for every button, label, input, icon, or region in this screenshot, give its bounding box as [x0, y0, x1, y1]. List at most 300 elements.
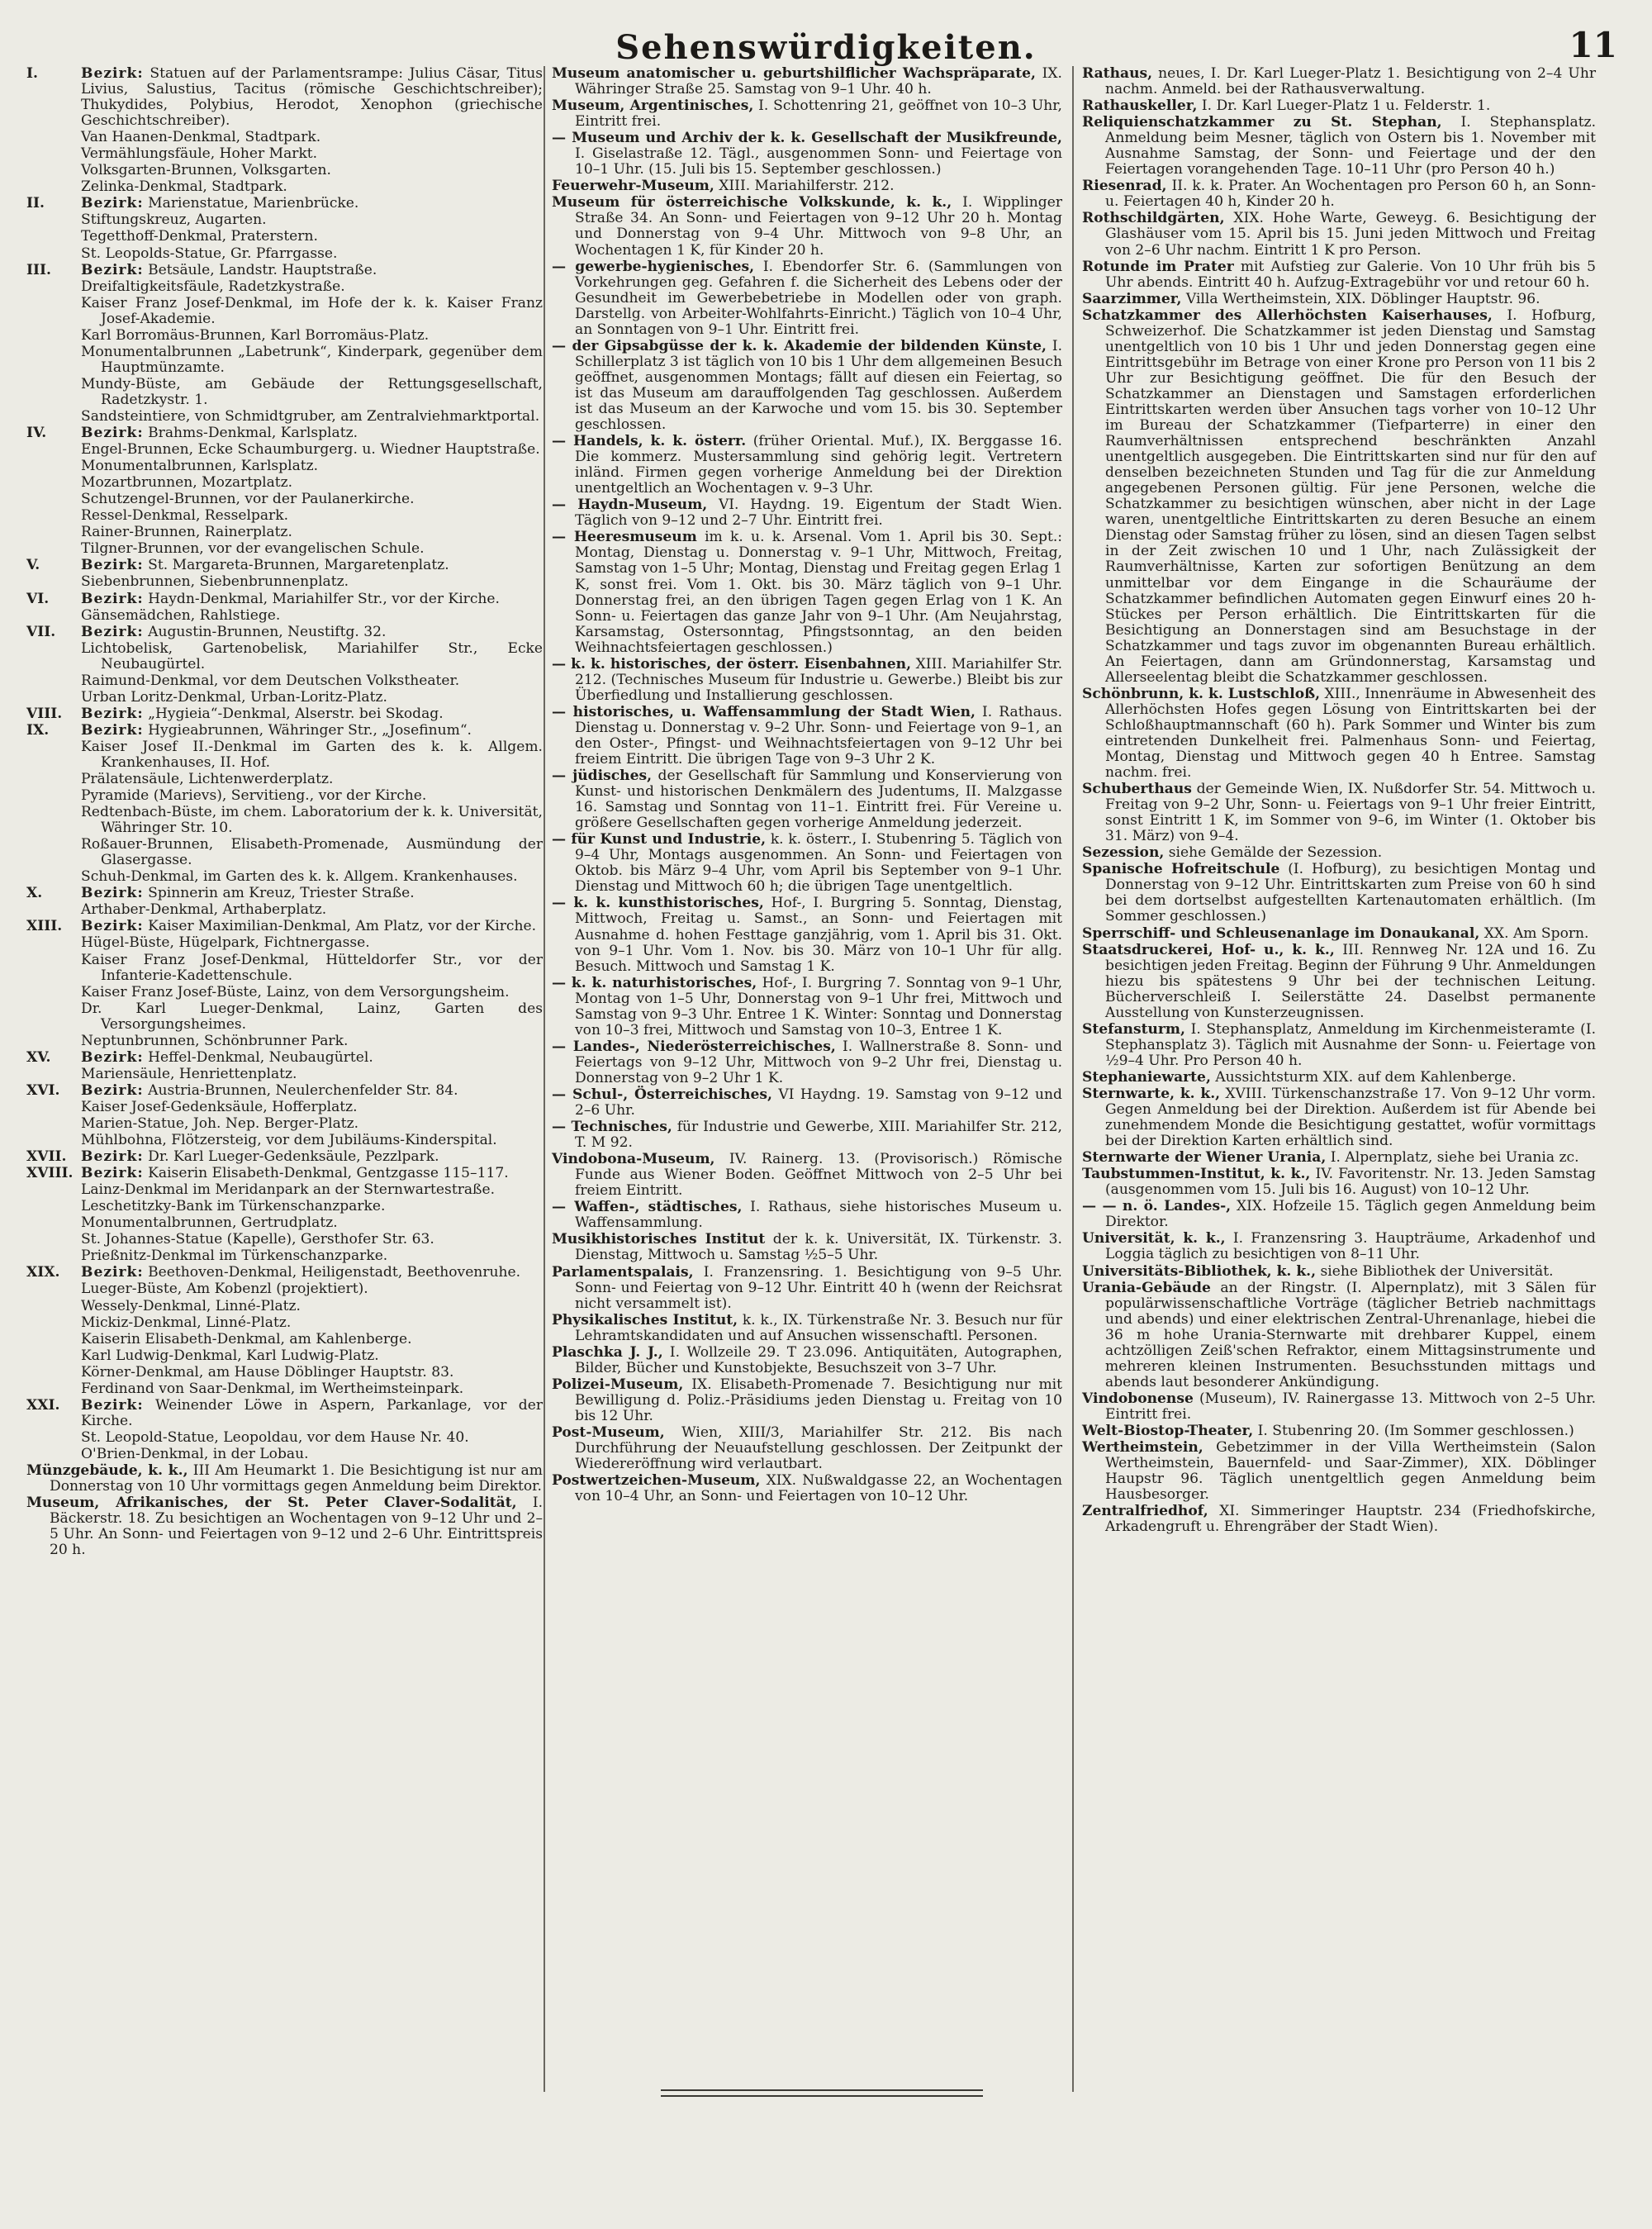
sub-entry: Prießnitz-Denkmal im Türkenschanzparke. — [81, 1248, 388, 1265]
district-number: VII. — [26, 623, 56, 640]
directory-entry — [1082, 782, 1596, 844]
sub-entry: Urban Loritz-Denkmal, Urban-Loritz-Platz. — [81, 688, 387, 706]
sub-entry: Mundy-Büste, am Gebäude der Rettungsgesellschaft, Radetzkystr. 1. — [81, 375, 543, 408]
entry-text: Aussichtsturm XIX. auf dem Kahlenberge. — [1215, 1068, 1517, 1086]
sub-entry: Körner-Denkmal, am Hause Döblinger Hauptstr. 83. — [81, 1363, 454, 1381]
district-label: Bezirk: — [81, 1396, 144, 1414]
directory-entry — [1082, 115, 1596, 178]
sub-entry: Arthaber-Denkmal, Arthaberplatz. — [81, 901, 327, 919]
sub-entry: Vermählungsfäule, Hoher Markt. — [81, 145, 318, 163]
directory-entry — [1082, 1264, 1596, 1280]
sub-entry: Kaiserin Elisabeth-Denkmal, am Kahlenberge. — [81, 1330, 412, 1347]
district-number: XIX. — [26, 1264, 60, 1281]
entry-heading: Reliquienschatzkammer zu St. Stephan, — [1082, 114, 1442, 131]
sub-entry: Siebenbrunnen, Siebenbrunnenplatz. — [81, 573, 349, 591]
district-label: Bezirk: — [81, 195, 144, 212]
entry-heading: Sternwarte der Wiener Urania, — [1082, 1149, 1327, 1167]
entry-text: I. Hofburg, Schweizerhof. Die Schatzkammer ist jeden Dienstag und Samstag unentgeltlich von 10 bis 1 Uhr und jeden Donnerstag gegen eine Eintrittsgebühr im Betrage von einer Krone pro Person von 11 bis 2 Uhr zur Besichtigung geöffnet. Die für den Besuch der Schatzkammer an Dienstagen und Samstagen erforderlichen Eintrittskarten werden über Ansuchen tags vorher von 10–12 Uhr im Bureau der Schatzkammer (Tiefparterre) in einer den Raumverhältnissen entsprechend beschränkten Anzahl unentgeltlich ausgegeben. Die Eintrittskarten sind nur für den auf denselben bezeichneten Stunden und Tag für die zur Anmeldung angegebenen Personen gültig. Für jene Personen, welche die Schatzkammer zu besichtigen wünschen, aber nicht in der Lage waren, unentgeltliche Eintrittskarten zu deren Besuche an einem Dienstag oder Samstag früher zu lösen, sind an diesen Tagen selbst in der Zeit zwischen 10 und 1 Uhr, nach Zulässigkeit der Raumverhältnisse, Karten zur sofortigen Benützung an dem unmittelbar vor dem Eingange in die Schauräume der Schatzkammer befindlichen Automaten gegen Einwurf eines 20 h-Stückes per Person erhältlich. Die Eintrittskarten für die Besichtigung an Donnerstagen sind am Besuchstage in der Schatzkammer und tags zuvor im obgenannten Bureau erhältlich. An Feiertagen, dann am Gründonnerstag, Karsamstag und Allerseelentag bleibt die Schatzkammer geschlossen. — [1105, 307, 1596, 686]
directory-entry — [552, 768, 1062, 831]
entry-text: II. k. k. Prater. An Wochentagen pro Person 60 h, an Sonn- u. Feiertagen 40 h, Kinder 20 h. — [1105, 178, 1597, 211]
entry-text: I. Dr. Karl Lueger-Platz 1 u. Felderstr. 1. — [1201, 97, 1491, 115]
entry-text: IV. Rainerg. 13. (Provisorisch.) Römische Funde aus Wiener Boden. Geöffnet Mittwoch von 2–5 Uhr bei freiem Eintritt. — [575, 1151, 1062, 1200]
entry-text: Augustin-Brunnen, Neustiftg. 32. — [148, 623, 387, 640]
sub-entry: Dreifaltigkeitsfäule, Radetzkystraße. — [81, 278, 345, 295]
directory-entry — [1082, 1391, 1596, 1423]
district-number: XXI. — [26, 1396, 60, 1414]
directory-entry — [1082, 687, 1596, 781]
entry-text: XIX. Hofzeile 15. Täglich gegen Anmeldung beim Direktor. — [1105, 1198, 1596, 1231]
sub-entry: Leschetitzky-Bank im Türkenschanzparke. — [81, 1198, 386, 1215]
directory-entry — [1082, 1070, 1596, 1086]
sub-entry: Neptunbrunnen, Schönbrunner Park. — [81, 1032, 349, 1049]
sub-entry: Stiftungskreuz, Augarten. — [81, 211, 267, 229]
district-label: Bezirk: — [81, 65, 144, 82]
sub-entry: Kaiser Franz Josef-Denkmal, Hütteldorfer Str., vor der Infanterie-Kadettenschule. — [81, 951, 543, 984]
directory-entry — [552, 131, 1062, 178]
sub-entry: Schuh-Denkmal, im Garten des k. k. Allgem. Krankenhauses. — [81, 868, 518, 886]
sub-entry: Van Haanen-Denkmal, Stadtpark. — [81, 129, 321, 146]
entry-text: Spinnerin am Kreuz, Triester Straße. — [148, 885, 415, 902]
entry-heading: Rotunde im Prater — [1082, 258, 1234, 275]
directory-entry — [1082, 308, 1596, 686]
entry-heading: Münzgebäude, k. k., — [26, 1461, 188, 1479]
entry-text: XIX. Hohe Warte, Geweyg. 6. Besichtigung der Glashäuser vom 15. April bis 15. Juni jeden Mittwoch und Freitag von 2–6 Uhr nachm. Eintritt 1 K pro Person. — [1105, 210, 1596, 259]
district-number: IX. — [26, 721, 50, 739]
entry-heading: Vindobonense — [1082, 1390, 1194, 1407]
entry-heading: — Haydn-Museum, — [552, 497, 708, 514]
entry-heading: Riesenrad, — [1082, 178, 1167, 195]
directory-entry — [1082, 1281, 1596, 1390]
directory-entry — [552, 1425, 1062, 1472]
entry-text: Beethoven-Denkmal, Heiligenstadt, Beethovenruhe. — [148, 1264, 521, 1281]
directory-entry — [1082, 1150, 1596, 1166]
sub-entry: St. Leopolds-Statue, Gr. Pfarrgasse. — [81, 245, 338, 262]
directory-entry — [1082, 66, 1596, 97]
district-entry — [26, 558, 543, 573]
entry-text: Hof-, I. Burgring 5. Sonntag, Dienstag, Mittwoch, Freitag u. Samst., an Sonn- und Feiertagen mit Ausnahme d. hohen Festtage ganzjährig, vom 1. April bis 31. Okt. von 9–1 Uhr. Vom 1. Nov. bis 30. März von 10–1 Uhr für allg. Besuch. Mittwoch und Samstag 1 K. — [575, 895, 1062, 975]
entry-text: I. Rathaus. Dienstag u. Donnerstag v. 9–2 Uhr. Sonn- und Feiertage von 9–1, an den Oster-, Pfingst- und Weihnachtsfeiertagen von 9–12 Uhr bei freiem Eintritt. Die übrigen Tage von 9–3 Uhr 2 K. — [575, 703, 1063, 768]
sub-entry: Volksgarten-Brunnen, Volksgarten. — [81, 162, 331, 179]
district-number: I. — [26, 65, 38, 82]
entry-heading: Universität, k. k., — [1082, 1230, 1226, 1248]
district-label: Bezirk: — [81, 1048, 144, 1066]
district-entry — [26, 1166, 543, 1181]
entry-text: I. Stephansplatz, Anmeldung im Kirchenmeisteramte (I. Stephansplatz 3). Täglich mit Ausnahme der Sonn- u. Feiertage von ½9–4 Uhr. Pro Person 40 h. — [1105, 1020, 1597, 1069]
closing-rule — [661, 2089, 983, 2091]
entry-heading: Museum, Argentinisches, — [552, 97, 754, 115]
district-number: VI. — [26, 590, 50, 607]
district-entry — [26, 919, 543, 934]
entry-text: XIX. Nußwaldgasse 22, an Wochentagen von 10–4 Uhr, an Sonn- und Feiertagen von 10–12 Uhr. — [575, 1472, 1062, 1505]
district-label: Bezirk: — [81, 705, 144, 722]
column-3 — [1082, 66, 1596, 1536]
entry-text: Statuen auf der Parlamentsrampe: Julius Cäsar, Titus Livius, Salustius, Tacitus (römische Geschichtschreiber); Thukydides, Polybius, Herodot, Xenophon (griechische Geschichtschreiber). — [81, 65, 544, 130]
directory-entry — [26, 1495, 543, 1558]
entry-text: (Museum), IV. Rainergasse 13. Mittwoch von 2–5 Uhr. Eintritt frei. — [1105, 1390, 1596, 1423]
entry-heading: — — n. ö. Landes-, — [1082, 1198, 1232, 1215]
entry-text: Haydn-Denkmal, Mariahilfer Str., vor der Kirche. — [148, 590, 500, 607]
directory-entry — [1082, 1199, 1596, 1230]
entry-text: VI Haydng. 19. Samstag von 9–12 und 2–6 Uhr. — [575, 1086, 1062, 1119]
entry-heading: Feuerwehr-Museum, — [552, 178, 714, 195]
district-number: V. — [26, 557, 40, 574]
entry-text: I. Alpernplatz, siehe bei Urania zc. — [1330, 1149, 1579, 1167]
entry-heading: Stephaniewarte, — [1082, 1068, 1211, 1086]
district-label: Bezirk: — [81, 1165, 144, 1182]
district-entry — [26, 1265, 543, 1281]
entry-heading: Rathaus, — [1082, 65, 1153, 82]
sub-entry: Karl Ludwig-Denkmal, Karl Ludwig-Platz. — [81, 1347, 379, 1364]
entry-heading: — Heeresmuseum — [552, 529, 697, 546]
sub-entry: Gänsemädchen, Rahlstiege. — [81, 606, 281, 624]
sub-entry: Rainer-Brunnen, Rainerplatz. — [81, 524, 292, 541]
entry-heading: Postwertzeichen-Museum, — [552, 1472, 761, 1490]
entry-heading: — gewerbe-hygienisches, — [552, 258, 755, 275]
sub-entry: Roßauer-Brunnen, Elisabeth-Promenade, Ausmündung der Glasergasse. — [81, 836, 543, 869]
entry-text: IX. Elisabeth-Promenade 7. Besichtigung nur mit Bewilligung d. Poliz.-Präsidiums jeden Dienstag u. Freitag von 10 bis 12 Uhr. — [575, 1376, 1062, 1424]
directory-entry — [552, 705, 1062, 768]
sub-entry: St. Leopold-Statue, Leopoldau, vor dem Hause Nr. 40. — [81, 1428, 469, 1446]
directory-entry — [552, 434, 1062, 497]
district-entry — [26, 1083, 543, 1099]
district-number: XVI. — [26, 1081, 60, 1099]
district-entry — [26, 66, 543, 129]
entry-text: Wien, XIII/3, Mariahilfer Str. 212. Bis nach Durchführung der Neuaufstellung geschlossen. Der Zeitpunkt der Wiedereröffnung wird verlautbart. — [575, 1423, 1063, 1473]
closing-rule — [661, 2095, 983, 2097]
district-number: IV. — [26, 425, 47, 442]
entry-heading: Schönbrunn, k. k. Lustschloß, — [1082, 685, 1321, 702]
entry-heading: — Waffen-, städtisches, — [552, 1199, 743, 1216]
entry-heading: — k. k. kunsthistorisches, — [552, 895, 764, 912]
sub-entry: Pyramide (Marievs), Servitieng., vor der Kirche. — [81, 787, 427, 805]
entry-heading: Universitäts-Bibliothek, k. k., — [1082, 1262, 1317, 1280]
sub-entry: Kaiser Franz Josef-Denkmal, im Hofe der k. k. Kaiser Franz Josef-Akademie. — [81, 294, 543, 327]
entry-text: I. Rathaus, siehe historisches Museum u. Waffensammlung. — [575, 1199, 1062, 1232]
entry-text: der Gemeinde Wien, IX. Nußdorfer Str. 54. Mittwoch u. Freitag von 9–2 Uhr, Sonn- u. Feiertags von 9–1 Uhr freier Eintritt, sonst Eintritt 1 K, im Sommer von 9–6, im Winter (1. Oktober bis 31. März) von 9–4. — [1105, 781, 1596, 845]
entry-text: I. Franzensring 3. Haupträume, Arkadenhof und Loggia täglich zu besichtigen von 8–11 Uhr. — [1105, 1230, 1596, 1263]
entry-text: XX. Am Sporn. — [1483, 924, 1589, 942]
directory-entry — [1082, 1440, 1596, 1503]
entry-heading: Polizei-Museum, — [552, 1376, 684, 1393]
entry-heading: — Schul-, Österreichisches, — [552, 1086, 772, 1103]
entry-heading: — k. k. naturhistorisches, — [552, 974, 757, 991]
sub-entry: Mühlbohna, Flötzersteig, vor dem Jubiläums-Kinderspital. — [81, 1132, 497, 1149]
entry-heading: Museum anatomischer u. geburtshilflicher Wachspräparate, — [552, 65, 1037, 82]
entry-text: I. Schillerplatz 3 ist täglich von 10 bis 1 Uhr dem allgemeinen Besuch geöffnet, ausgenommen Montags; fällt auf diesen ein Feiertag, so ist das Museum am darauffolgenden Tag geschlossen. Außerdem ist das Museum an der Karwoche und vom 15. bis 30. September geschlossen. — [575, 337, 1062, 434]
entry-heading: Schatzkammer des Allerhöchsten Kaiserhauses, — [1082, 307, 1493, 324]
entry-text: IX. Währinger Straße 25. Samstag von 9–1 Uhr. 40 h. — [575, 65, 1062, 98]
entry-heading: Rothschildgärten, — [1082, 210, 1225, 227]
district-label: Bezirk: — [81, 885, 144, 902]
directory-entry — [552, 1345, 1062, 1376]
sub-entry: Marien-Statue, Joh. Nep. Berger-Platz. — [81, 1115, 359, 1132]
directory-entry — [552, 530, 1062, 655]
district-entry — [26, 625, 543, 640]
sub-entry: Schutzengel-Brunnen, vor der Paulanerkirche. — [81, 491, 415, 508]
sub-entry: Monumentalbrunnen „Labetrunk“, Kinderpark, gegenüber dem Hauptmünzamte. — [81, 343, 543, 376]
entry-heading: — für Kunst und Industrie, — [552, 831, 767, 848]
district-entry — [26, 263, 543, 278]
entry-heading: — der Gipsabgüsse der k. k. Akademie der bildenden Künste, — [552, 337, 1047, 354]
entry-heading: Physikalisches Institut, — [552, 1311, 738, 1328]
sub-entry: Mariensäule, Henriettenplatz. — [81, 1065, 297, 1082]
district-label: Bezirk: — [81, 557, 144, 574]
district-number: XV. — [26, 1048, 51, 1066]
entry-text: I. Wipplinger Straße 34. An Sonn- und Feiertagen von 9–12 Uhr 20 h. Montag und Donnerstag von 9–4 Uhr. Mittwoch von 9–8 Uhr, an Wochentagen 1 K, für Kinder 20 h. — [575, 194, 1063, 259]
entry-heading: Stefansturm, — [1082, 1020, 1185, 1038]
entry-text: I. Schottenring 21, geöffnet von 10–3 Uhr, Eintritt frei. — [575, 97, 1062, 131]
column-1 — [26, 66, 543, 1559]
directory-entry — [552, 657, 1062, 704]
entry-text: Gebetzimmer in der Villa Wertheimstein (Salon Wertheimstein, Bauernfeld- und Saar-Zimmer), XIX. Döblinger Haupstr 96. Täglich unentgeltlich gegen Anmeldung beim Hausbesorger. — [1105, 1439, 1596, 1504]
sub-entry: Wessely-Denkmal, Linné-Platz. — [81, 1297, 301, 1314]
directory-entry — [1082, 1231, 1596, 1262]
sub-entry: Sandsteintiere, von Schmidtgruber, am Zentralviehmarktportal. — [81, 407, 540, 425]
entry-heading: Musikhistorisches Institut — [552, 1231, 766, 1248]
directory-entry — [1082, 1167, 1596, 1198]
column-divider — [1072, 66, 1074, 2092]
directory-entry — [552, 1119, 1062, 1151]
entry-heading: Museum, Afrikanisches, der St. Peter Claver-Sodalität, — [26, 1495, 517, 1512]
district-number: VIII. — [26, 705, 63, 722]
directory-entry — [552, 1377, 1062, 1424]
district-entry — [26, 1398, 543, 1429]
directory-entry — [552, 1087, 1062, 1119]
sub-entry: Lichtobelisk, Gartenobelisk, Mariahilfer Str., Ecke Neubaugürtel. — [81, 639, 543, 673]
entry-text: „Hygieia“-Denkmal, Alserstr. bei Skodag. — [148, 705, 444, 722]
directory-entry — [1082, 98, 1596, 114]
directory-entry — [552, 832, 1062, 895]
sub-entry: Monumentalbrunnen, Gertrudplatz. — [81, 1214, 338, 1232]
entry-text: siehe Bibliothek der Universität. — [1320, 1262, 1554, 1280]
district-label: Bezirk: — [81, 1081, 144, 1099]
entry-text: Kaiser Maximilian-Denkmal, Am Platz, vor der Kirche. — [148, 918, 537, 935]
entry-text: Dr. Karl Lueger-Gedenksäule, Pezzlpark. — [148, 1148, 439, 1166]
directory-entry — [26, 1463, 543, 1495]
sub-entry: Lueger-Büste, Am Kobenzl (projektiert). — [81, 1281, 368, 1298]
directory-entry — [1082, 1423, 1596, 1439]
entry-text: Villa Wertheimstein, XIX. Döblinger Hauptstr. 96. — [1185, 290, 1540, 307]
district-number: XVII. — [26, 1148, 67, 1166]
entry-heading: Sternwarte, k. k., — [1082, 1086, 1221, 1102]
entry-text: Hof-, I. Burgring 7. Sonntag von 9–1 Uhr, Montag von 1–5 Uhr, Donnerstag von 9–1 Uhr frei, Mittwoch und Samstag von 9–3 Uhr. Entree 1 K. Winter: Sonntag und Donnerstag von 10–3 frei, Mittwoch und Samstag von 10–3, Entree 1 K. — [575, 974, 1063, 1038]
sub-entry: Kaiser Franz Josef-Büste, Lainz, von dem Versorgungsheim. — [81, 983, 510, 1000]
sub-entry: Hügel-Büste, Hügelpark, Fichtnergasse. — [81, 934, 370, 952]
district-number: III. — [26, 261, 51, 278]
column-divider — [544, 66, 545, 2092]
directory-entry — [552, 66, 1062, 97]
sub-entry: Ressel-Denkmal, Resselpark. — [81, 507, 289, 525]
sub-entry: O'Brien-Denkmal, in der Lobau. — [81, 1445, 309, 1462]
entry-text: Kaiserin Elisabeth-Denkmal, Gentzgasse 115–117. — [148, 1165, 509, 1182]
sub-entry: Zelinka-Denkmal, Stadtpark. — [81, 178, 287, 196]
directory-entry — [552, 1232, 1062, 1263]
entry-text: I. Ebendorfer Str. 6. (Sammlungen von Vorkehrungen geg. Gefahren f. die Sicherheit des Lebens oder der Gesundheit im Gewerbebetriebe in Modellen oder von graph. Darstellg. von Arbeiter-Wohlfahrts-Einricht.) Täglich von 10–4 Uhr, an Sonntagen von 9–1 Uhr. Eintritt frei. — [575, 258, 1062, 338]
sub-entry: Prälatensäule, Lichtenwerderplatz. — [81, 771, 334, 788]
entry-text: Weinender Löwe in Aspern, Parkanlage, vor der Kirche. — [81, 1396, 543, 1429]
district-number: XIII. — [26, 918, 63, 935]
directory-entry — [1082, 211, 1596, 258]
sub-entry: Tegetthoff-Denkmal, Praterstern. — [81, 228, 318, 245]
entry-heading: Museum für österreichische Volkskunde, k. k., — [552, 194, 952, 211]
entry-text: I. Stubenring 20. (Im Sommer geschlossen.) — [1257, 1422, 1574, 1439]
entry-heading: Zentralfriedhof, — [1082, 1503, 1208, 1520]
district-entry — [26, 1050, 543, 1066]
district-number: II. — [26, 195, 45, 212]
directory-entry — [1082, 292, 1596, 307]
directory-entry — [552, 1313, 1062, 1344]
entry-text: im k. u. k. Arsenal. Vom 1. April bis 30. Sept.: Montag, Dienstag u. Donnerstag v. 9–1 Uhr, Mittwoch, Freitag, Samstag von 1–5 Uhr; Montag, Dienstag und Freitag gegen Erlag 1 K, sonst frei. Vom 1. Okt. bis 30. März täglich von 9–1 Uhr. Donnerstag frei, an den übrigen Tagen gegen Erlag von 1 K. An Sonn- u. Feiertagen das ganze Jahr von 9–1 Uhr. (Am Neujahrstag, Karsamstag, Ostersonntag, Pfingstsonntag, an den beiden Weihnachtsfeiertagen geschlossen.) — [575, 529, 1063, 656]
district-entry — [26, 706, 543, 722]
directory-entry — [1082, 259, 1596, 291]
entry-text: I. Giselastraße 12. Tägl., ausgenommen Sonn- und Feiertage von 10–1 Uhr. (15. Juli bis 15. September geschlossen.) — [575, 145, 1062, 178]
directory-entry — [552, 1473, 1062, 1504]
directory-entry — [552, 98, 1062, 130]
directory-entry — [552, 497, 1062, 529]
sub-entry: Lainz-Denkmal im Meridanpark an der Sternwartestraße. — [81, 1181, 496, 1199]
entry-heading: Parlamentspalais, — [552, 1263, 694, 1281]
entry-text: St. Margareta-Brunnen, Margaretenplatz. — [148, 557, 449, 574]
entry-text: an der Ringstr. (I. Alpernplatz), mit 3 Sälen für populärwissenschaftliche Vorträge (täglicher Betrieb nachmittags und abends) und einer elektrischen Zentral-Uhrenanlage, hiebei die 36 m hohe Urania-Sternwarte mit drehbarer Kuppel, einem achtzölligen Zeiß'schen Refraktor, einem Mittagsinstrumente und mehreren kleinen Instrumenten. Besuchsstunden mittags und abends laut besonderer Ankündigung. — [1105, 1279, 1596, 1390]
directory-entry — [552, 178, 1062, 194]
directory-entry — [552, 976, 1062, 1038]
entry-text: I. Franzensring. 1. Besichtigung von 9–5 Uhr. Sonn- und Feiertag von 9–12 Uhr. Eintritt 40 h (wenn der Reichsrat nicht versammelt ist). — [575, 1263, 1062, 1312]
entry-heading: — Handels, k. k. österr. — [552, 433, 747, 450]
entry-heading: Sperrschiff- und Schleusenanlage im Donaukanal, — [1082, 924, 1480, 942]
entry-text: IV. Favoritenstr. Nr. 13. Jeden Samstag (ausgenommen vom 15. Juli bis 16. August) von 10–12 Uhr. — [1105, 1166, 1596, 1199]
entry-heading: — Technisches, — [552, 1119, 672, 1136]
district-entry — [26, 425, 543, 441]
entry-text: I. Wollzeile 29. T 23.096. Antiquitäten, Autographen, Bilder, Bücher und Kunstobjekte, Besuchszeit von 3–7 Uhr. — [575, 1343, 1062, 1376]
directory-entry — [552, 1039, 1062, 1086]
entry-heading: Welt-Biostop-Theater, — [1082, 1422, 1254, 1439]
directory-entry — [1082, 1504, 1596, 1535]
district-entry — [26, 196, 543, 211]
entry-text: Betsäule, Landstr. Hauptstraße. — [148, 261, 377, 278]
entry-text: XI. Simmeringer Hauptstr. 234 (Friedhofskirche, Arkadengruft u. Ehrengräber der Stadt Wien). — [1105, 1503, 1596, 1536]
district-number: X. — [26, 885, 43, 902]
sub-entry: St. Johannes-Statue (Kapelle), Gersthofer Str. 63. — [81, 1231, 434, 1248]
entry-text: für Industrie und Gewerbe, XIII. Mariahilfer Str. 212, T. M 92. — [575, 1119, 1062, 1152]
entry-text: siehe Gemälde der Sezession. — [1168, 844, 1383, 862]
district-label: Bezirk: — [81, 918, 144, 935]
entry-text: der Gesellschaft für Sammlung und Konservierung von Kunst- und historischen Denkmälern des Judentums, II. Malzgasse 16. Samstag und Sonntag von 11–1. Eintritt frei. Für Vereine u. größere Gesellschaften gegen vorherige Anmeldung jederzeit. — [575, 768, 1063, 832]
district-entry — [26, 886, 543, 901]
column-2 — [552, 66, 1062, 1505]
entry-text: I. Wallnerstraße 8. Sonn- und Feiertags von 9–12 Uhr, Mittwoch von 9–2 Uhr frei, Dienstag u. Donnerstag von 9–2 Uhr 1 K. — [575, 1038, 1062, 1086]
entry-heading: — Landes-, Niederösterreichisches, — [552, 1038, 836, 1055]
entry-heading: Urania-Gebäude — [1082, 1279, 1211, 1296]
entry-text: Hygieabrunnen, Währinger Str., „Josefinum“. — [148, 721, 472, 739]
directory-entry — [552, 339, 1062, 433]
district-label: Bezirk: — [81, 590, 144, 607]
entry-heading: Schuberthaus — [1082, 781, 1192, 798]
district-entry — [26, 723, 543, 739]
district-entry — [26, 1149, 543, 1165]
sub-entry: Engel-Brunnen, Ecke Schaumburgerg. u. Wiedner Hauptstraße. — [81, 441, 540, 459]
page-title: Sehenswürdigkeiten. — [615, 28, 1037, 67]
entry-heading: Staatsdruckerei, Hof- u., k. k., — [1082, 941, 1335, 958]
sub-entry: Karl Borromäus-Brunnen, Karl Borromäus-Platz. — [81, 326, 430, 344]
entry-heading: — k. k. historisches, der österr. Eisenbahnen, — [552, 655, 912, 673]
entry-text: Marienstatue, Marienbrücke. — [148, 195, 359, 212]
directory-entry — [552, 259, 1062, 338]
sub-entry: Monumentalbrunnen, Karlsplatz. — [81, 458, 319, 475]
sub-entry: Raimund-Denkmal, vor dem Deutschen Volkstheater. — [81, 672, 460, 689]
directory-entry — [1082, 1086, 1596, 1149]
sub-entry: Kaiser Josef-Gedenksäule, Hofferplatz. — [81, 1098, 358, 1115]
entry-text: XIII., Innenräume in Abwesenheit des Allerhöchsten Hofes gegen Lösung von Eintrittskarten bei der Schloßhauptmannschaft (60 h). Park Sommer und Winter bis zum eintretenden Dunkelheit frei. Palmenhaus Sonn- und Feiertag, Montag, Dienstag und Mittwoch gegen 40 h Entree. Samstag nachm. frei. — [1105, 685, 1596, 782]
sub-entry: Ferdinand von Saar-Denkmal, im Wertheimsteinpark. — [81, 1380, 464, 1397]
entry-heading: Spanische Hofreitschule — [1082, 861, 1280, 878]
entry-heading: Rathauskeller, — [1082, 97, 1198, 115]
entry-heading: Wertheimstein, — [1082, 1439, 1203, 1457]
entry-text: (I. Hofburg), zu besichtigen Montag und Donnerstag von 9–12 Uhr. Eintrittskarten zum Preise von 60 h sind bei dem dortselbst aufgestellten Kartenautomaten erhältlich. (Im Sommer geschlossen.) — [1105, 861, 1597, 925]
entry-heading: — jüdisches, — [552, 768, 653, 785]
entry-heading: — Museum und Archiv der k. k. Gesellschaft der Musikfreunde, — [552, 130, 1062, 147]
entry-text: III Am Heumarkt 1. Die Besichtigung ist nur am Donnerstag von 10 Uhr vormittags gegen Anmeldung beim Direktor. — [50, 1461, 543, 1495]
entry-text: Heffel-Denkmal, Neubaugürtel. — [148, 1048, 373, 1066]
entry-heading: Saarzimmer, — [1082, 290, 1182, 307]
directory-entry — [552, 896, 1062, 974]
district-label: Bezirk: — [81, 721, 144, 739]
entry-text: XIII. Mariahilfer Str. 212. (Technisches Museum für Industrie u. Gewerbe.) Bleibt bis zur Überfiedlung und Installierung geschlossen. — [575, 655, 1062, 704]
directory-entry — [1082, 1022, 1596, 1069]
entry-text: der k. k. Universität, IX. Türkenstr. 3. Dienstag, Mittwoch u. Samstag ½5–5 Uhr. — [575, 1231, 1062, 1264]
district-entry — [26, 592, 543, 607]
directory-entry — [552, 195, 1062, 258]
sub-entry: Mickiz-Denkmal, Linné-Platz. — [81, 1314, 292, 1331]
directory-entry — [552, 1265, 1062, 1312]
district-label: Bezirk: — [81, 1264, 144, 1281]
entry-heading: Taubstummen-Institut, k. k., — [1082, 1166, 1311, 1183]
entry-text: XIII. Mariahilferstr. 212. — [719, 178, 895, 195]
directory-entry — [1082, 845, 1596, 861]
directory-entry — [1082, 862, 1596, 924]
entry-text: Brahms-Denkmal, Karlsplatz. — [148, 425, 358, 442]
entry-text: (früher Oriental. Muf.), IX. Berggasse 16. Die kommerz. Mustersammlung sind gehörig legit. Vertretern inländ. Firmen gegen vorherige Anmeldung bei der Direktion unentgeltlich an Wochentagen v. 9–3 Uhr. — [575, 433, 1062, 497]
entry-text: Austria-Brunnen, Neulerchenfelder Str. 84. — [148, 1081, 458, 1099]
district-label: Bezirk: — [81, 425, 144, 442]
entry-text: I. Stephansplatz. Anmeldung beim Mesner, täglich von Ostern bis 1. November mit Ausnahme Samstag, der Sonn- und Feiertage und der den Feiertagen vorangehenden Tage. 10–11 Uhr (pro Person 40 h.) — [1105, 114, 1596, 178]
district-label: Bezirk: — [81, 1148, 144, 1166]
entry-heading: Plaschka J. J., — [552, 1343, 663, 1361]
entry-heading: Vindobona-Museum, — [552, 1151, 715, 1168]
entry-text: neues, I. Dr. Karl Lueger-Platz 1. Besichtigung von 2–4 Uhr nachm. Anmeld. bei der Rathausverwaltung. — [1105, 65, 1597, 98]
directory-entry — [552, 1200, 1062, 1231]
entry-text: I. Bäckerstr. 18. Zu besichtigen an Wochentagen von 9–12 Uhr und 2–5 Uhr. An Sonn- und Feiertagen von 9–12 und 2–6 Uhr. Eintrittspreis 20 h. — [50, 1495, 544, 1559]
directory-entry — [552, 1152, 1062, 1199]
entry-text: k. k., IX. Türkenstraße Nr. 3. Besuch nur für Lehramtskandidaten und auf Ansuchen wissenschaftl. Personen. — [575, 1311, 1062, 1344]
sub-entry: Tilgner-Brunnen, vor der evangelischen Schule. — [81, 540, 425, 558]
entry-heading: Sezession, — [1082, 844, 1165, 862]
entry-text: XVIII. Türkenschanzstraße 17. Von 9–12 Uhr vorm. Gegen Anmeldung bei der Direktion. Außerdem ist für Abende bei zunehmendem Monde die Besichtigung gestattet, wofür vormittags bei der Direktion Karten erhältlich sind. — [1105, 1086, 1596, 1150]
sub-entry: Redtenbach-Büste, im chem. Laboratorium der k. k. Universität, Währinger Str. 10. — [81, 804, 543, 837]
entry-text: mit Aufstieg zur Galerie. Von 10 Uhr früh bis 5 Uhr abends. Eintritt 40 h. Aufzug-Extragebühr vor und retour 60 h. — [1105, 258, 1596, 291]
entry-heading: — historisches, u. Waffensammlung der Stadt Wien, — [552, 703, 976, 720]
sub-entry: Mozartbrunnen, Mozartplatz. — [81, 474, 293, 492]
entry-text: k. k. österr., I. Stubenring 5. Täglich von 9–4 Uhr, Montags ausgenommen. An Sonn- und Feiertagen von Oktob. bis März 9–4 Uhr, vom April bis September von 9–1 Uhr. Dienstag und Mittwoch 60 h; die übrigen Tage unentgeltlich. — [575, 831, 1062, 896]
district-number: XVIII. — [26, 1165, 74, 1182]
directory-entry — [1082, 926, 1596, 942]
sub-entry: Kaiser Josef II.-Denkmal im Garten des k. k. Allgem. Krankenhauses, II. Hof. — [81, 738, 543, 771]
district-label: Bezirk: — [81, 623, 144, 640]
sub-entry: Dr. Karl Lueger-Denkmal, Lainz, Garten des Versorgungsheimes. — [81, 1000, 543, 1033]
page-number: 11 — [1569, 25, 1617, 65]
directory-entry — [1082, 943, 1596, 1021]
district-label: Bezirk: — [81, 261, 144, 278]
entry-text: VI. Haydng. 19. Eigentum der Stadt Wien. Täglich von 9–12 und 2–7 Uhr. Eintritt frei. — [575, 497, 1063, 530]
